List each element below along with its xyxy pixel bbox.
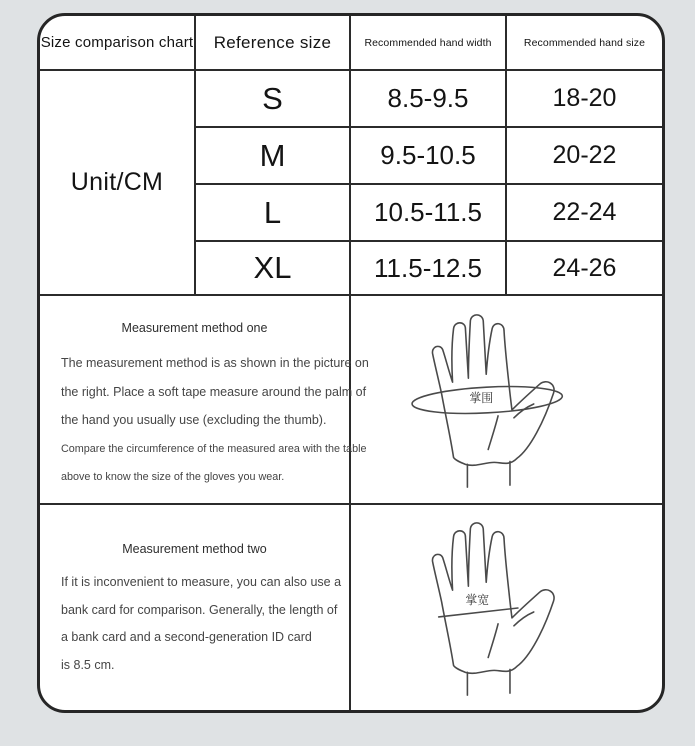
method-two-line: a bank card and a second-generation ID card <box>61 630 312 644</box>
size-cell-xl: XL <box>196 242 351 296</box>
hand-tape-measure-icon <box>400 301 614 499</box>
palm-width-label: 掌宽 <box>464 592 489 607</box>
palm-circumference-label: 掌围 <box>468 390 493 405</box>
method-two-paragraph <box>40 569 349 679</box>
header-recommended-hand-width: Recommended hand width <box>351 16 507 71</box>
method-one-line: the right. Place a soft tape measure around the palm of <box>61 384 367 399</box>
hand-width-cell-s: 8.5-9.5 <box>351 71 507 128</box>
hand-width-line-icon <box>400 509 614 707</box>
size-chart-sheet <box>37 13 665 713</box>
hand-size-cell-s: 18-20 <box>507 71 662 128</box>
header-size-comparison-chart: Size comparison chart <box>40 16 196 71</box>
method-one-line: the hand you usually use (excluding the thumb). <box>61 413 327 427</box>
hand-width-cell-m: 9.5-10.5 <box>351 128 507 185</box>
method-one-line: The measurement method is as shown in the picture on <box>61 356 369 370</box>
method-one-paragraph <box>40 349 369 492</box>
method-one-line: Compare the circumference of the measured area with the table <box>61 442 367 455</box>
hand-width-cell-l: 10.5-11.5 <box>351 185 507 242</box>
method-two-line: bank card for comparison. Generally, the length of <box>61 602 338 617</box>
measurement-method-two-section <box>40 505 351 710</box>
palm-width-illustration <box>351 505 662 710</box>
hand-outline <box>432 522 554 672</box>
measurement-method-one-section <box>40 296 369 505</box>
method-one-title: Measurement method one <box>121 321 268 335</box>
hand-size-cell-l: 22-24 <box>507 185 662 242</box>
hand-size-cell-m: 20-22 <box>507 128 662 185</box>
method-one-line: above to know the size of the gloves you wear. <box>61 471 285 483</box>
method-two-line: If it is inconvenient to measure, you can also use a <box>61 575 342 589</box>
size-cell-s: S <box>196 71 351 128</box>
palm-circumference-illustration <box>351 296 662 505</box>
size-cell-m: M <box>196 128 351 185</box>
method-two-line: is 8.5 cm. <box>61 657 115 672</box>
hand-width-cell-xl: 11.5-12.5 <box>351 242 507 296</box>
method-two-title: Measurement method two <box>122 542 267 556</box>
size-cell-l: L <box>196 185 351 242</box>
unit-cm-label: Unit/CM <box>40 71 196 296</box>
header-reference-size: Reference size <box>196 16 351 71</box>
hand-size-cell-xl: 24-26 <box>507 242 662 296</box>
header-recommended-hand-size: Recommended hand size <box>507 16 662 71</box>
